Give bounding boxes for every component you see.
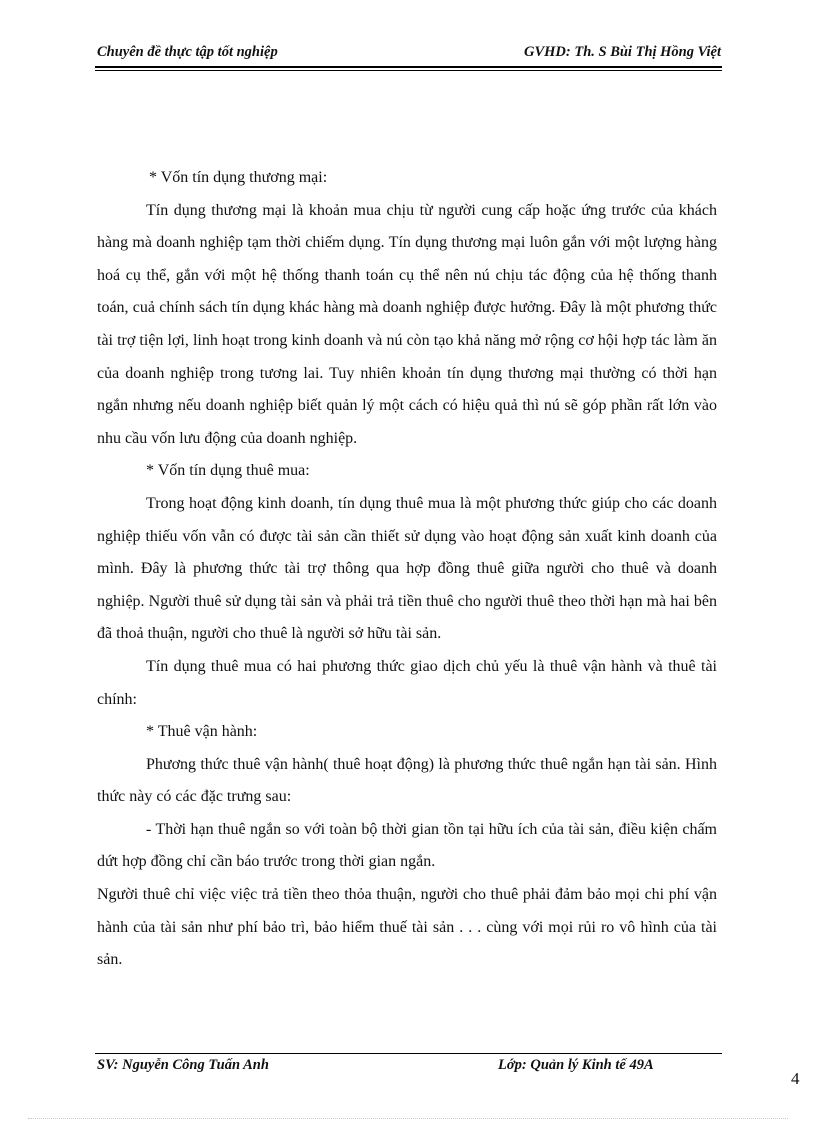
header-divider [95,66,722,71]
list-item-lease-term: - Thời hạn thuê ngắn so với toàn bộ thời gian tồn tại hữu ích của tài sản, điều kiện chấm dứt hợp đồng chỉ cần báo trước trong thời gian ngắn. [97,820,717,871]
footer-divider [95,1053,722,1054]
page-number: 4 [791,1069,800,1088]
footer-student-name: SV: Nguyễn Công Tuấn Anh [97,1057,269,1073]
footer-class: Lớp: Quản lý Kinh tế 49A [498,1057,654,1073]
header-supervisor: GVHD: Th. S Bùi Thị Hồng Việt [523,44,721,60]
paragraph-lease-methods: Tín dụng thuê mua có hai phương thức giao dịch chủ yếu là thuê vận hành và thuê tài chính: [97,657,717,708]
page-bottom-divider [28,1118,788,1119]
section-heading-trade-credit: * Vốn tín dụng thương mại: [149,169,328,186]
body-text [97,162,717,977]
paragraph-operating-lease: Phương thức thuê vận hành( thuê hoạt động) là phương thức thuê ngắn hạn tài sản. Hình thức này có các đặc trưng sau: [97,755,717,806]
header-document-title: Chuyên đề thực tập tốt nghiệp [97,44,278,60]
paragraph-lessee-payment: Người thuê chỉ việc việc trả tiền theo thỏa thuận, người cho thuê phải đảm bảo mọi chi phí vận hành của tài sản như phí bảo trì, bảo hiểm thuế tài sản . . . cùng với mọi rủi ro vô hình của tài sản. [97,886,717,969]
paragraph-lease-credit: Trong hoạt động kinh doanh, tín dụng thuê mua là một phương thức giúp cho các doanh nghiệp thiếu vốn vẫn có được tài sản cần thiết sử dụng vào hoạt động sản xuất kinh doanh của mình. Đây là phương thức tài trợ thông qua hợp đồng thuê giữa người cho thuê và doanh nghiệp. Người thuê sử dụng tài sản và phải trả tiền thuê cho người thuê theo thời hạn mà hai bên đã thoả thuận, người cho thuê là người sở hữu tài sản. [97,494,717,643]
paragraph-trade-credit: Tín dụng thương mại là khoản mua chịu từ người cung cấp hoặc ứng trước của khách hàng mà doanh nghiệp tạm thời chiếm dụng. Tín dụng thương mại luôn gắn với một lượng hàng hoá cụ thể, gắn với một hệ thống thanh toán cụ thể nên nú chịu tác động của hệ thống thanh toán, cuả chính sách tín dụng khác hàng mà doanh nghiệp được hưởng. Đây là một phương thức tài trợ tiện lợi, linh hoạt trong kinh doanh và nú còn tạo khả năng mở rộng cơ hội hợp tác làm ăn của doanh nghiệp trong tương lai. Tuy nhiên khoản tín dụng thương mại thường có thời hạn ngắn nhưng nếu doanh nghiệp biết quản lý một cách có hiệu quả thì nú sẽ góp phần rất lớn vào nhu cầu vốn lưu động của doanh nghiệp. [97,201,717,447]
section-heading-lease-credit: * Vốn tín dụng thuê mua: [146,462,310,480]
section-heading-operating-lease: * Thuê vận hành: [146,723,258,741]
